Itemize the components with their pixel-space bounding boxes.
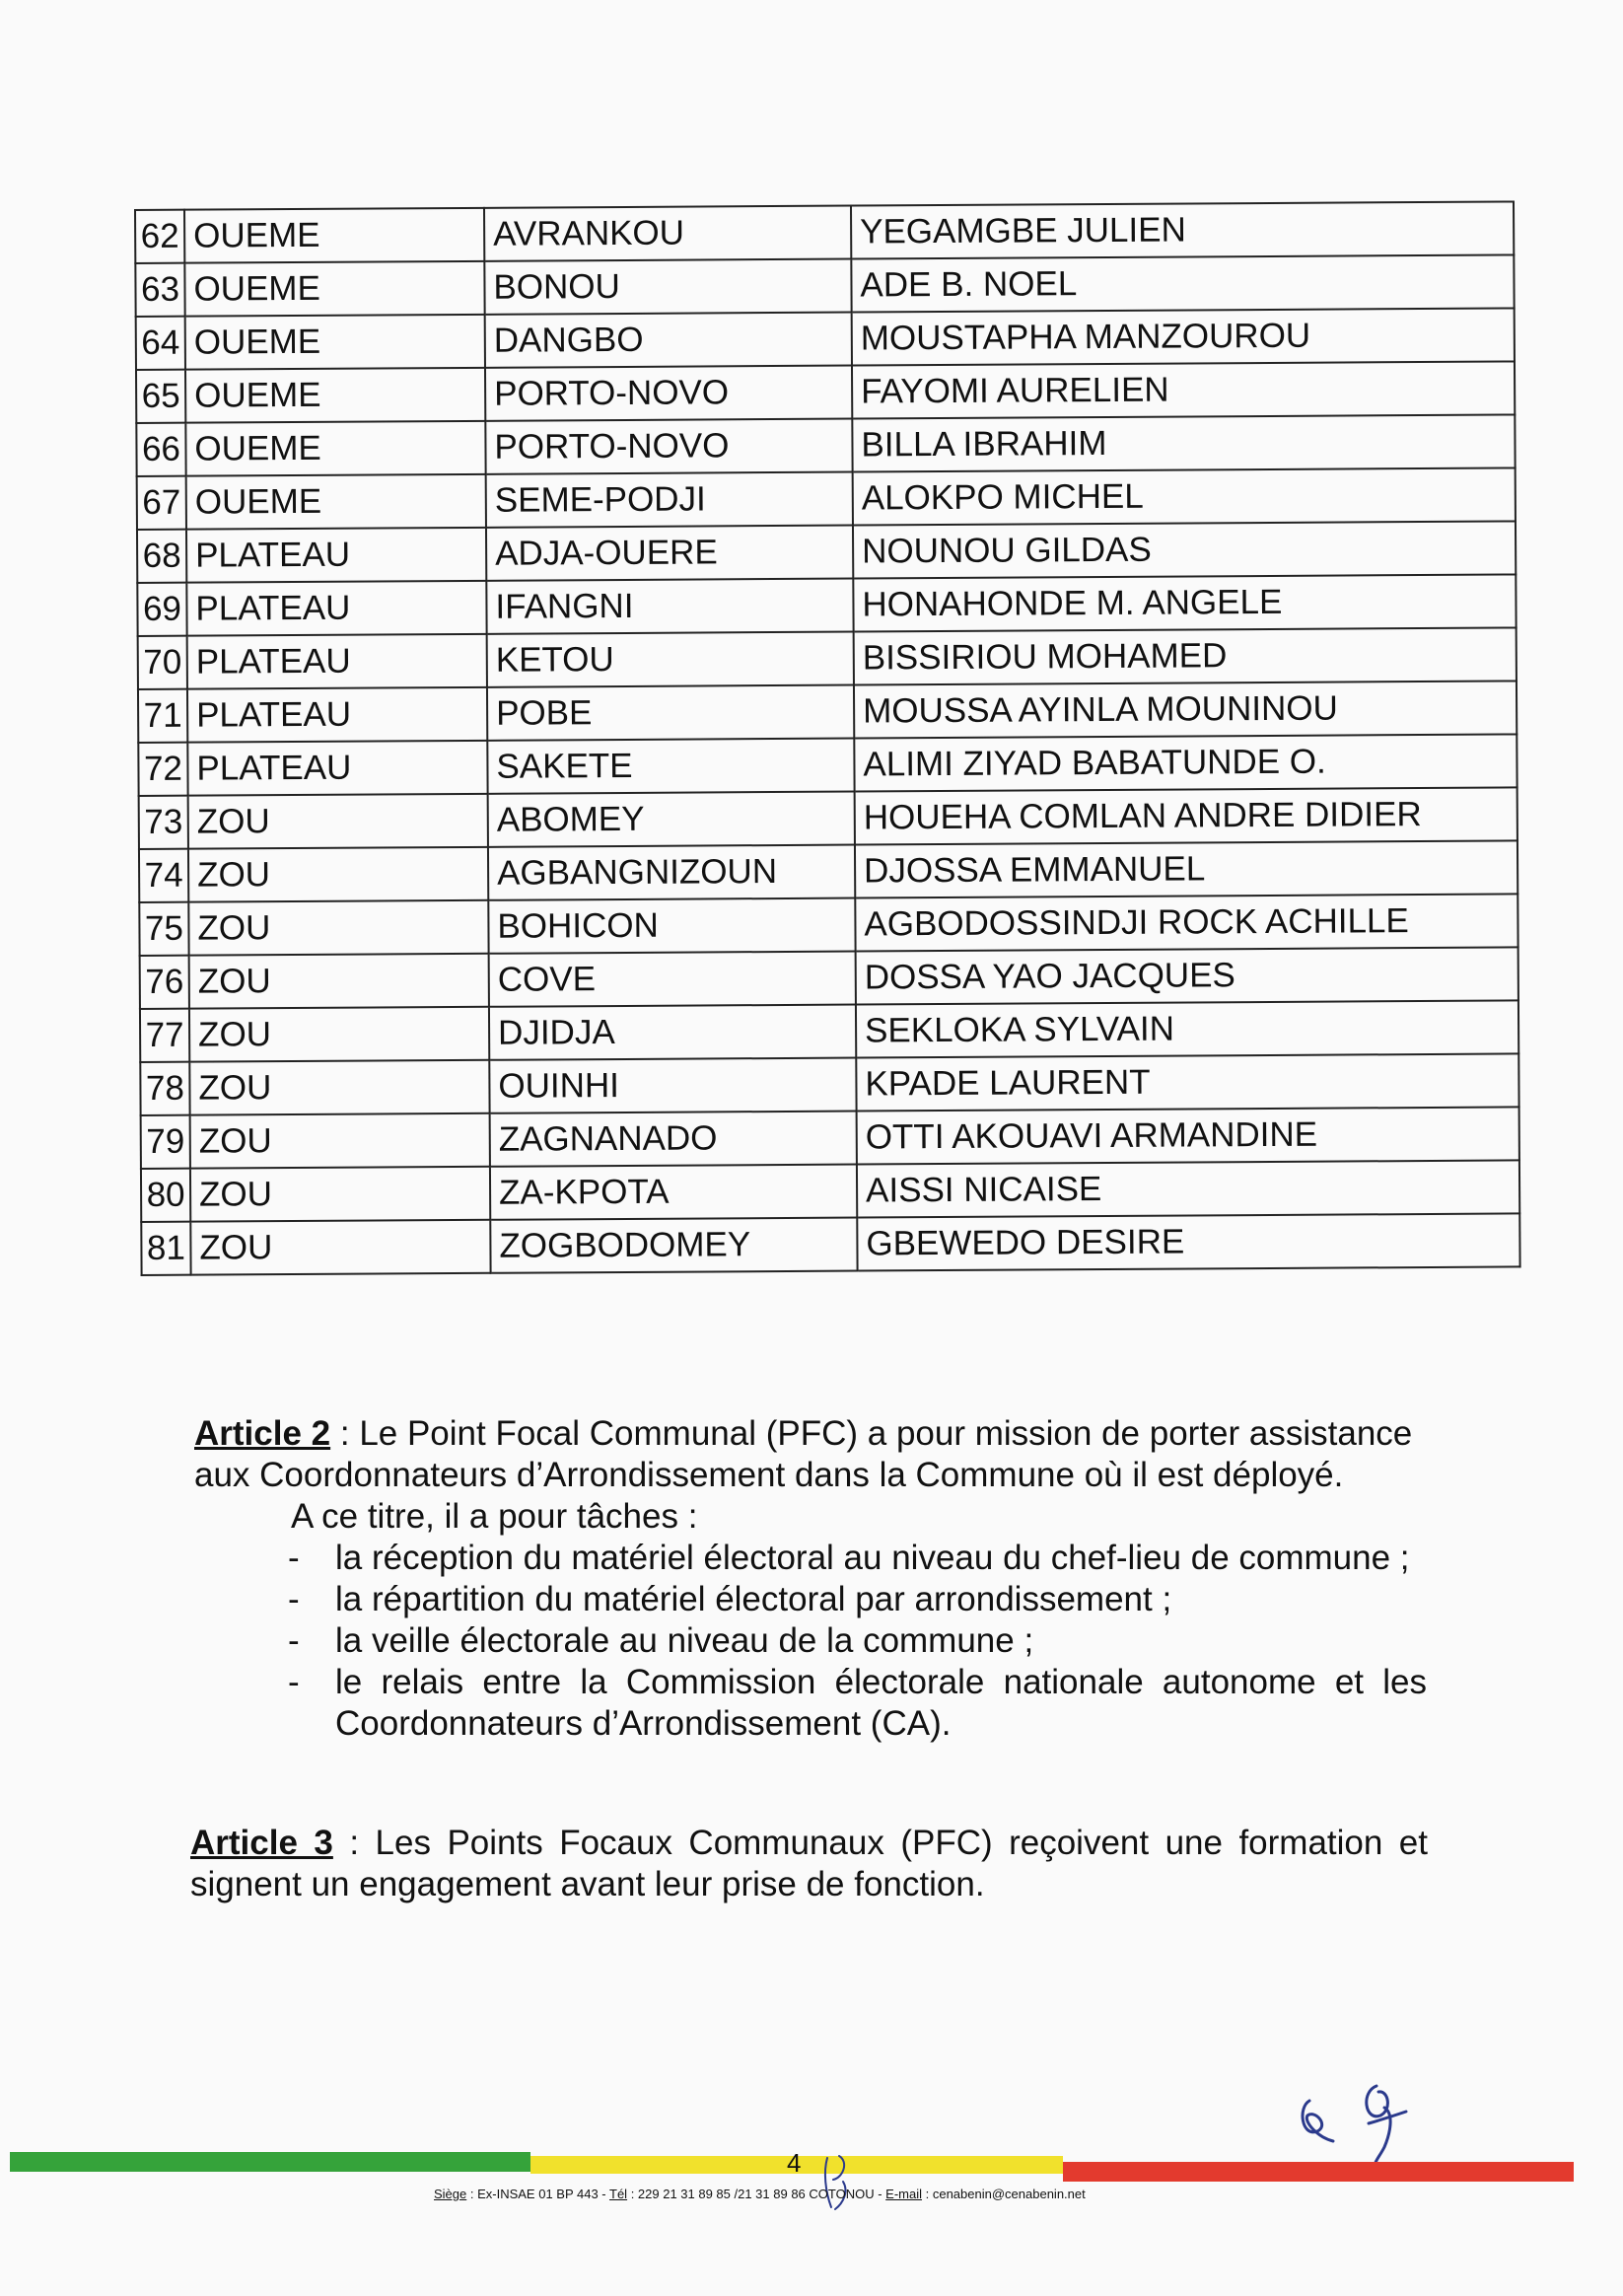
commune-cell: SAKETE bbox=[487, 739, 854, 794]
table-row bbox=[141, 1160, 1519, 1222]
footer-email-label: E-mail bbox=[885, 2187, 923, 2201]
pfc-name-cell: ALOKPO MICHEL bbox=[853, 467, 1516, 525]
departement-cell: PLATEAU bbox=[186, 581, 486, 636]
pfc-name-cell: ADE B. NOEL bbox=[851, 254, 1514, 312]
departement-cell: ZOU bbox=[189, 1060, 489, 1115]
commune-cell: AGBANGNIZOUN bbox=[488, 845, 855, 900]
pfc-name-cell: FAYOMI AURELIEN bbox=[852, 361, 1515, 418]
table-row bbox=[139, 840, 1517, 902]
departement-cell: OUEME bbox=[185, 315, 485, 370]
pfc-name-cell: SEKLOKA SYLVAIN bbox=[856, 1000, 1518, 1057]
task-text: la veille électorale au niveau de la commune ; bbox=[335, 1621, 1034, 1660]
commune-cell: BONOU bbox=[484, 259, 851, 315]
commune-cell: ZOGBODOMEY bbox=[490, 1218, 857, 1273]
bullet-dash: - bbox=[288, 1539, 300, 1577]
article-2 bbox=[194, 1413, 1427, 1745]
row-number: 81 bbox=[141, 1222, 190, 1275]
table-row bbox=[140, 1000, 1518, 1062]
table-row bbox=[140, 1053, 1518, 1115]
task-text: le relais entre la Commission électorale nationale autonome et les Coordonnateurs d’Arrondissement (CA). bbox=[335, 1663, 1427, 1743]
pfc-name-cell: ALIMI ZIYAD BABATUNDE O. bbox=[854, 734, 1517, 791]
commune-cell: AVRANKOU bbox=[484, 206, 851, 261]
commune-cell: BOHICON bbox=[488, 898, 855, 954]
row-number: 78 bbox=[140, 1062, 189, 1115]
table-row bbox=[136, 414, 1515, 476]
commune-cell: COVE bbox=[489, 952, 856, 1007]
pfc-name-cell: AGBODOSSINDJI ROCK ACHILLE bbox=[855, 894, 1517, 951]
departement-cell: OUEME bbox=[184, 208, 484, 263]
list-item bbox=[194, 1579, 1427, 1620]
article-2-task-list bbox=[194, 1538, 1427, 1745]
table-row bbox=[138, 627, 1517, 689]
pfc-table bbox=[134, 200, 1521, 1276]
row-number: 79 bbox=[141, 1115, 190, 1169]
departement-cell: PLATEAU bbox=[187, 687, 487, 743]
table-row bbox=[136, 361, 1515, 423]
commune-cell: KETOU bbox=[487, 632, 854, 687]
row-number: 64 bbox=[136, 317, 185, 370]
table-row bbox=[140, 947, 1518, 1009]
departement-cell: ZOU bbox=[190, 1220, 490, 1275]
page-number: 4 bbox=[787, 2148, 802, 2178]
departement-cell: OUEME bbox=[185, 421, 485, 476]
article-2-first-line: Article 2 : Le Point Focal Communal (PFC) a pour mission de porter assistance bbox=[194, 1414, 1413, 1453]
commune-cell: ADJA-OUERE bbox=[486, 526, 853, 581]
departement-cell: OUEME bbox=[184, 261, 484, 317]
commune-cell: ZAGNANADO bbox=[490, 1112, 857, 1167]
row-number: 73 bbox=[139, 796, 188, 849]
commune-cell: PORTO-NOVO bbox=[485, 366, 852, 421]
row-number: 80 bbox=[141, 1169, 190, 1222]
footer-address: Siège : Ex-INSAE 01 BP 443 - Tél : 229 21 31 89 85 /21 31 89 86 COTONOU - E-mail : cenabenin@cenabenin.net bbox=[434, 2187, 1086, 2201]
pfc-name-cell: AISSI NICAISE bbox=[857, 1160, 1519, 1217]
commune-cell: SEME-PODJI bbox=[486, 472, 853, 528]
departement-cell: ZOU bbox=[188, 794, 488, 849]
pfc-name-cell: GBEWEDO DESIRE bbox=[857, 1213, 1519, 1270]
signature-initials-icon bbox=[1292, 2056, 1449, 2165]
article-2-intro: A ce titre, il a pour tâches : bbox=[291, 1497, 698, 1536]
row-number: 62 bbox=[135, 210, 184, 263]
table-row bbox=[141, 1213, 1519, 1275]
list-item bbox=[194, 1620, 1427, 1662]
list-item bbox=[194, 1538, 1427, 1579]
task-text: la répartition du matériel électoral par arrondissement ; bbox=[335, 1580, 1172, 1618]
pfc-name-cell: HONAHONDE M. ANGELE bbox=[853, 574, 1516, 631]
page-initials-icon bbox=[813, 2152, 863, 2213]
row-number: 63 bbox=[135, 263, 184, 317]
table-row bbox=[138, 681, 1517, 743]
row-number: 65 bbox=[136, 370, 185, 423]
article-2-line-2: aux Coordonnateurs d’Arrondissement dans la Commune où il est déployé. bbox=[194, 1456, 1344, 1494]
commune-cell: DANGBO bbox=[485, 313, 852, 368]
pfc-name-cell: MOUSTAPHA MANZOUROU bbox=[852, 308, 1515, 365]
row-number: 68 bbox=[137, 530, 186, 583]
pfc-name-cell: BISSIRIOU MOHAMED bbox=[854, 627, 1517, 684]
pfc-name-cell: YEGAMGBE JULIEN bbox=[851, 201, 1514, 258]
article-3-text: Les Points Focaux Communaux (PFC) reçoivent une formation et signent un engagement avant leur prise de fonction. bbox=[190, 1824, 1428, 1903]
departement-cell: PLATEAU bbox=[186, 528, 486, 583]
bullet-dash: - bbox=[288, 1621, 300, 1660]
pfc-table-body bbox=[135, 201, 1520, 1275]
pfc-name-cell: HOUEHA COMLAN ANDRE DIDIER bbox=[855, 787, 1517, 844]
bullet-dash: - bbox=[288, 1663, 300, 1701]
pfc-name-cell: OTTI AKOUAVI ARMANDINE bbox=[857, 1107, 1519, 1164]
row-number: 66 bbox=[136, 423, 185, 476]
bullet-dash: - bbox=[288, 1580, 300, 1618]
row-number: 75 bbox=[139, 902, 188, 956]
article-3-title: Article 3 bbox=[190, 1824, 333, 1862]
table-row bbox=[138, 734, 1517, 796]
departement-cell: ZOU bbox=[188, 847, 488, 902]
row-number: 70 bbox=[138, 636, 187, 689]
pfc-name-cell: DJOSSA EMMANUEL bbox=[855, 840, 1517, 897]
pfc-name-cell: MOUSSA AYINLA MOUNINOU bbox=[854, 681, 1517, 738]
table-row bbox=[136, 308, 1515, 370]
departement-cell: ZOU bbox=[189, 1007, 489, 1062]
table-row bbox=[135, 201, 1514, 263]
commune-cell: ABOMEY bbox=[488, 792, 855, 847]
commune-cell: IFANGNI bbox=[486, 579, 853, 634]
row-number: 74 bbox=[139, 849, 188, 902]
row-number: 71 bbox=[138, 689, 187, 743]
departement-cell: ZOU bbox=[189, 954, 489, 1009]
departement-cell: ZOU bbox=[190, 1167, 490, 1222]
commune-cell: DJIDJA bbox=[489, 1005, 856, 1060]
row-number: 69 bbox=[137, 583, 186, 636]
pfc-name-cell: BILLA IBRAHIM bbox=[852, 414, 1515, 471]
commune-cell: OUINHI bbox=[489, 1058, 856, 1113]
table-row bbox=[137, 521, 1516, 583]
departement-cell: PLATEAU bbox=[187, 634, 487, 689]
article-3: Article 3 : Les Points Focaux Communaux (PFC) reçoivent une formation et signent un engagement avant leur prise de fonction. bbox=[190, 1824, 1428, 1903]
commune-cell: POBE bbox=[487, 685, 854, 741]
flag-bar-green bbox=[10, 2152, 530, 2172]
row-number: 72 bbox=[138, 743, 187, 796]
article-2-title: Article 2 bbox=[194, 1414, 331, 1453]
table-row bbox=[139, 894, 1517, 956]
table-row bbox=[139, 787, 1517, 849]
footer-tel-label: Tél bbox=[609, 2187, 628, 2201]
footer-email: : cenabenin@cenabenin.net bbox=[922, 2187, 1086, 2201]
departement-cell: PLATEAU bbox=[187, 741, 487, 796]
article-2-line-1: Le Point Focal Communal (PFC) a pour mission de porter assistance bbox=[359, 1414, 1413, 1453]
table-row bbox=[141, 1107, 1519, 1169]
departement-cell: ZOU bbox=[188, 900, 488, 956]
flag-bar-red bbox=[1063, 2162, 1574, 2182]
list-item bbox=[194, 1662, 1427, 1745]
row-number: 77 bbox=[140, 1009, 189, 1062]
table-row bbox=[137, 574, 1516, 636]
row-number: 76 bbox=[140, 956, 189, 1009]
departement-cell: OUEME bbox=[185, 368, 485, 423]
footer-siege-label: Siège bbox=[434, 2187, 467, 2201]
departement-cell: ZOU bbox=[190, 1113, 490, 1169]
commune-cell: PORTO-NOVO bbox=[485, 419, 852, 474]
pfc-name-cell: DOSSA YAO JACQUES bbox=[856, 947, 1518, 1004]
commune-cell: ZA-KPOTA bbox=[490, 1165, 857, 1220]
table-row bbox=[137, 467, 1516, 530]
departement-cell: OUEME bbox=[186, 474, 486, 530]
pfc-name-cell: NOUNOU GILDAS bbox=[853, 521, 1516, 578]
table-row bbox=[135, 254, 1514, 317]
pfc-name-cell: KPADE LAURENT bbox=[856, 1053, 1518, 1111]
task-text: la réception du matériel électoral au niveau du chef-lieu de commune ; bbox=[335, 1539, 1410, 1577]
row-number: 67 bbox=[137, 476, 186, 530]
